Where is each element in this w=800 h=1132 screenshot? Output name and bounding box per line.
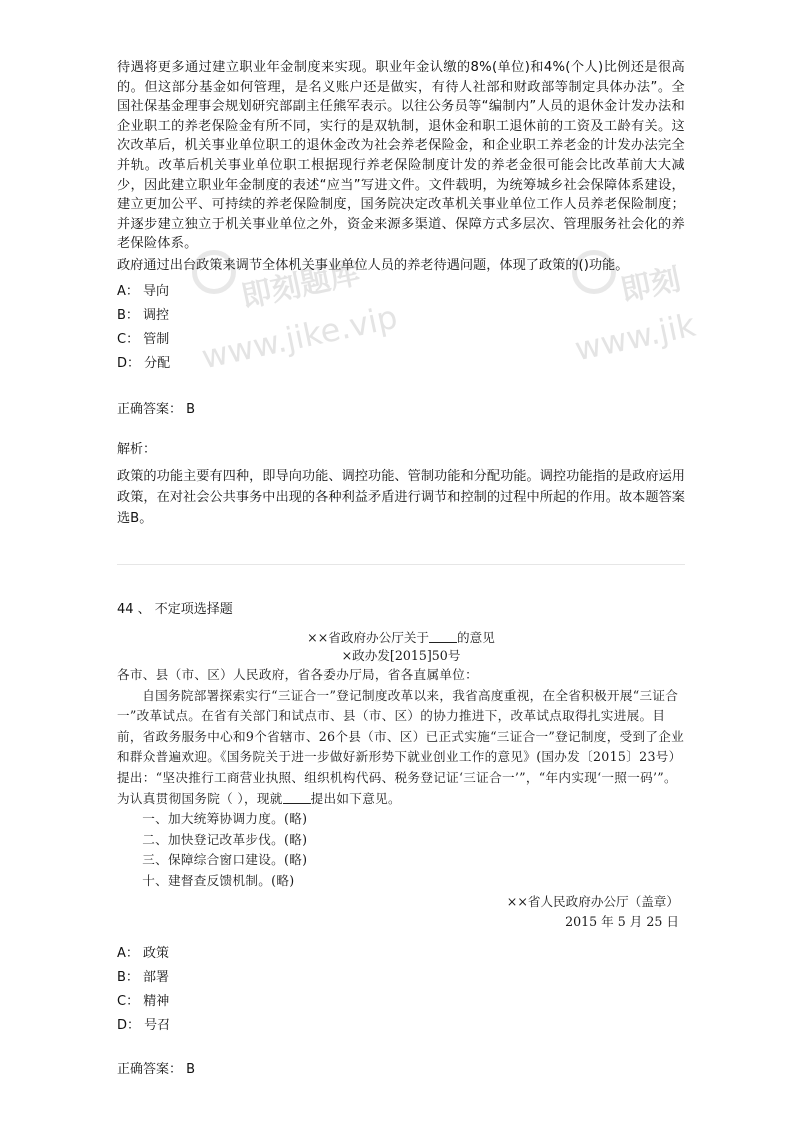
watermark-url: www.jik bbox=[571, 305, 699, 369]
watermark-brand: 即刻题库 bbox=[238, 255, 364, 316]
document-recipients: 各市、县（市、区）人民政府，省各委办厅局，省各直属单位： bbox=[117, 667, 479, 682]
analysis-title: 解析： bbox=[117, 441, 157, 457]
document-title bbox=[117, 628, 685, 647]
option-b[interactable]: B： 部署 bbox=[117, 969, 170, 985]
document-number: ×政办发[2015]50号 bbox=[341, 648, 461, 663]
document-title-pre: ××省政府办公厅关于 bbox=[307, 630, 430, 645]
passage: 待遇将更多通过建立职业年金制度来实现。职业年金认缴的8%(单位)和4%(个人)比例还是很高的。但这部分基金如何管理，是名义账户还是做实，有待人社部和财政部等制定具体办法”。全国社保基金理事会规划研究部副主任熊军表示。以往公务员等“编制内”人员的退休金计发办法和企业职工的养老保险金有所不同，实行的是双轨制，退休金和职工退休前的工资及工龄有关。这次改革后，机关事业单位职工的退休金改为社会养老保险金，和企业职工养老金的计发办法完全并轨。改革后机关事业单位职工根据现行养老保险制度计发的养老金很可能会比改革前大大减少，因此建立职业年金制度的表述“应当”写进文件。文件载明，为统筹城乡社会保障体系建设，建立更加公平、可持续的养老保险制度，国务院决定改革机关事业单位工作人员养老保险制度；并逐步建立独立于机关事业单位之外，资金来源多渠道、保障方式多层次、管理服务社会化的养老保险体系。 bbox=[117, 60, 685, 252]
correct-answer: 正确答案： B bbox=[117, 1061, 196, 1077]
document-item: 十、建督查反馈机制。(略) bbox=[142, 872, 295, 888]
document-body-text: 自国务院部署探索实行“三证合一”登记制度改革以来，我省高度重视，在全省积极开展“三证合一”改革试点。在省有关部门和试点市、县（市、区）的协力推进下，改革试点取得扎实进展。目前，省政务服务中心和9个省辖市、26个县（市、区）已正式实施“三证合一”登记制度，受到了企业和群众普遍欢迎。《国务院关于进一步做好新形势下就业创业工作的意见》(国办发〔2015〕23号）提出：“坚决推行工商营业执照、组织机构代码、税务登记证‘三证合一’”，“年内实现‘一照一码’”。为认真贯彻国务院（ ），现就 bbox=[117, 687, 685, 806]
option-d[interactable]: D： 分配 bbox=[117, 355, 171, 371]
option-d[interactable]: D： 号召 bbox=[117, 1017, 171, 1033]
question-1 bbox=[117, 58, 685, 529]
question-stem: 政府通过出台政策来调节全体机关事业单位人员的养老待遇问题，体现了政策的()功能。 bbox=[117, 257, 629, 273]
document-item: 三、保障综合窗口建设。(略) bbox=[142, 852, 308, 868]
divider bbox=[117, 564, 685, 565]
option-c[interactable]: C： 管制 bbox=[117, 331, 170, 347]
option-a[interactable]: A： 导向 bbox=[117, 283, 170, 299]
watermark-brand: 即刻 bbox=[617, 262, 684, 309]
document-date: 2015 年 5 月 25 日 bbox=[565, 913, 679, 929]
correct-answer: 正确答案： B bbox=[117, 401, 196, 417]
watermark-url: www.jike.vip bbox=[198, 297, 401, 377]
option-list bbox=[117, 282, 685, 378]
question-number: 44 、 不定项选择题 bbox=[117, 602, 233, 617]
document-body bbox=[117, 686, 685, 810]
option-list bbox=[117, 944, 685, 1040]
option-c[interactable]: C： 精神 bbox=[117, 993, 170, 1009]
document-body-end: 提出如下意见。 bbox=[310, 790, 401, 806]
question-2 bbox=[117, 600, 685, 1080]
option-b[interactable]: B： 调控 bbox=[117, 307, 170, 323]
blank bbox=[283, 790, 311, 804]
analysis-text: 政策的功能主要有四种，即导向功能、调控功能、管制功能和分配功能。调控功能指的是政府运用政策，在对社会公共事务中出现的各种利益矛盾进行调节和控制的过程中所起的作用。故本题答案选B。 bbox=[117, 468, 685, 526]
blank bbox=[429, 629, 457, 643]
document-signer: ××省人民政府办公厅（盖章） bbox=[506, 893, 679, 909]
document-title-post: 的意见 bbox=[457, 630, 495, 645]
document-item: 二、加快登记改革步伐。(略) bbox=[142, 831, 308, 847]
option-a[interactable]: A： 政策 bbox=[117, 945, 170, 961]
document-image bbox=[117, 628, 685, 932]
document-item: 一、加大统筹协调力度。(略) bbox=[142, 811, 308, 827]
